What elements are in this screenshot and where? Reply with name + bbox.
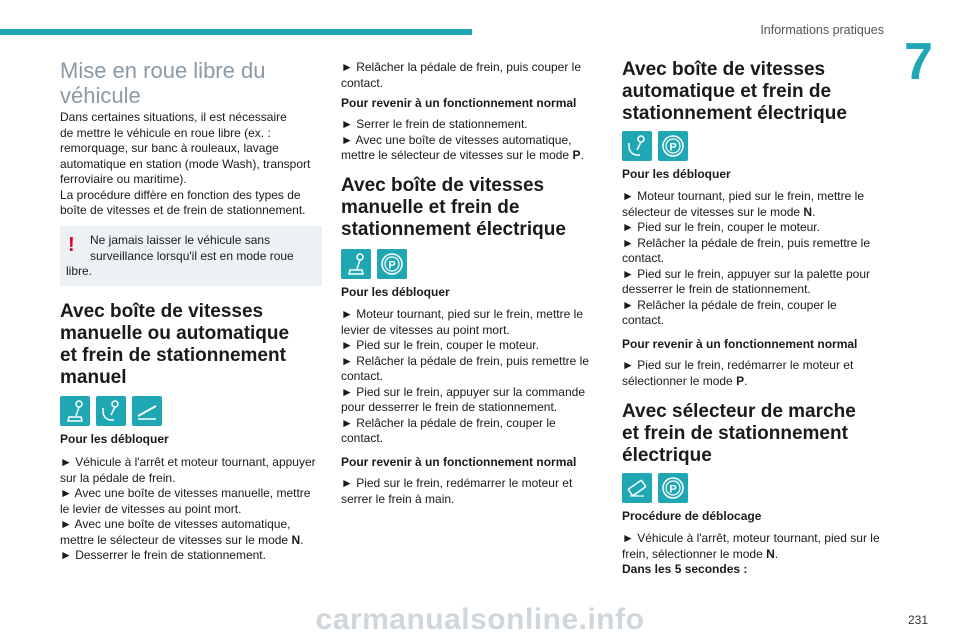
continued-steps: ► Relâcher la pédale de frein, puis couper le contact. (341, 60, 582, 90)
auto-gear-lever-icon (622, 131, 652, 161)
watermark: carmanualsonline.info (315, 603, 645, 636)
intro-paragraph: Dans certaines situations, il est nécessaire de mettre le véhicule en roue libre (ex. : remorquage, sur banc à rouleaux, lavage automatique en station (mode Wash), transport ferroviaire ou maritime). La procédure diffère en fonction des types de boîte de vitesses et de frein de stationnement. (60, 110, 311, 217)
gear-lever-icon (60, 396, 90, 426)
running-header: Informations pratiques (760, 23, 884, 37)
section-heading: Avec boîte de vitesses manuelle et frein de stationnement électrique (341, 175, 566, 240)
gear-lever-icon (341, 249, 371, 279)
electric-parking-brake-icon (658, 473, 688, 503)
page-title: Mise en roue libre du véhicule (60, 58, 266, 108)
icon-row (622, 473, 688, 503)
electric-parking-brake-icon (658, 131, 688, 161)
section-heading: Avec boîte de vitesses manuelle ou automatique et frein de stationnement manuel (60, 301, 290, 388)
steps-list: ► Serrer le frein de stationnement. ► Avec une boîte de vitesses automatique, mettre le sélecteur de vitesses sur le mode P. (341, 117, 584, 162)
svg-text:P: P (669, 483, 677, 496)
subheading: Pour les débloquer (341, 285, 450, 299)
steps-list: ► Moteur tournant, pied sur le frein, mettre le sélecteur de vitesses sur le mode N. ► Pied sur le frein, couper le moteur. ► Relâcher la pédale de frein, puis remettre le contact. ► Pied sur le frein, appuyer sur la palette pour desserrer le frein de stationnement. ► Relâcher la pédale de frein, couper le contact. (622, 189, 871, 327)
warning-box: ! Ne jamais laisser le véhicule sans surveillance lorsqu'il est en mode roue libre. (60, 226, 322, 286)
subheading: Pour les débloquer (60, 432, 169, 446)
steps-list: ► Pied sur le frein, redémarrer le moteur et sélectionner le mode P. (622, 358, 854, 388)
svg-text:P: P (669, 141, 677, 154)
page-number: 231 (907, 613, 928, 627)
icon-row (60, 396, 162, 426)
auto-gear-lever-icon (96, 396, 126, 426)
subheading: Procédure de déblocage (622, 509, 762, 523)
warning-icon: ! (68, 234, 75, 256)
subheading: Pour revenir à un fonctionnement normal (341, 455, 577, 469)
steps-list: ► Moteur tournant, pied sur le frein, mettre le levier de vitesses au point mort. ► Pied sur le frein, couper le moteur. ► Relâcher la pédale de frein, puis remettre le contact. ► Pied sur le frein, appuyer sur la commande pour desserrer le frein de stationnement. ► Relâcher la pédale de frein, couper le contact. (341, 307, 590, 445)
steps-list: ► Véhicule à l'arrêt et moteur tournant, appuyer sur la pédale de frein. ► Avec une boîte de vitesses manuelle, mettre le levier de vitesses au point mort. ► Avec une boîte de vitesses automatique, mettre le sélecteur de vitesses sur le mode N. ► Desserrer le frein de stationnement. (60, 455, 316, 562)
electric-parking-brake-icon (377, 249, 407, 279)
svg-text:P: P (388, 259, 396, 272)
section-heading: Avec boîte de vitesses automatique et frein de stationnement électrique (622, 59, 847, 124)
header-accent-bar (0, 29, 472, 35)
steps-list: ► Véhicule à l'arrêt, moteur tournant, pied sur le frein, sélectionner le mode N. Dans les 5 secondes : (622, 531, 880, 576)
steps-list: ► Pied sur le frein, redémarrer le moteur et serrer le frein à main. (341, 476, 573, 506)
chapter-number: 7 (904, 33, 933, 91)
handbrake-lever-icon (132, 396, 162, 426)
section-heading: Avec sélecteur de marche et frein de stationnement électrique (622, 401, 856, 466)
push-selector-icon (622, 473, 652, 503)
subheading: Pour revenir à un fonctionnement normal (622, 337, 858, 351)
subheading: Pour les débloquer (622, 167, 731, 181)
subheading: Pour revenir à un fonctionnement normal (341, 96, 577, 110)
icon-row (622, 131, 688, 161)
icon-row (341, 249, 407, 279)
